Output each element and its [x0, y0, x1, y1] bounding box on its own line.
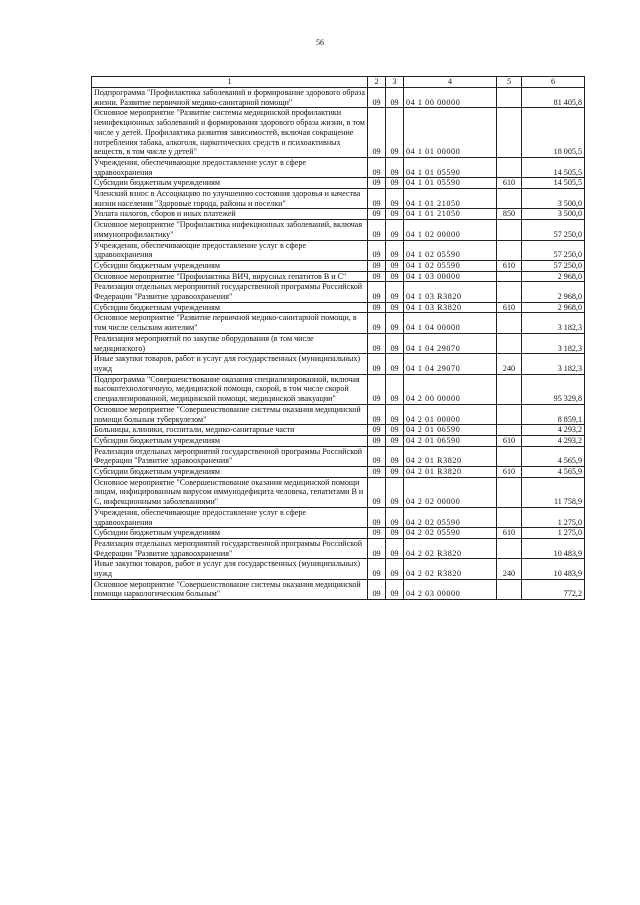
row-section: 09	[368, 467, 386, 478]
row-section: 09	[368, 189, 386, 209]
row-amount: 11 758,9	[522, 477, 585, 507]
row-amount: 4 293,2	[522, 435, 585, 446]
row-expense-type	[497, 507, 522, 527]
table-row	[92, 404, 585, 424]
row-expense-type	[497, 220, 522, 240]
row-expense-type: 240	[497, 354, 522, 374]
page-number: 56	[316, 38, 324, 47]
table-row	[92, 559, 585, 579]
row-subsection: 09	[386, 240, 404, 260]
row-name: Членский взнос в Ассоциацию по улучшению состояния здоровья и качества жизни населения "Здоровые города, районы и поселки"	[92, 189, 368, 209]
row-name: Субсидии бюджетным учреждениям	[92, 260, 368, 271]
table-row	[92, 538, 585, 558]
row-expense-type	[497, 477, 522, 507]
row-subsection: 09	[386, 579, 404, 599]
table-row	[92, 302, 585, 313]
row-section: 09	[368, 271, 386, 282]
row-amount: 4 565,9	[522, 446, 585, 466]
table-row	[92, 260, 585, 271]
row-target-article: 04 1 04 29070	[404, 333, 497, 353]
row-subsection: 09	[386, 435, 404, 446]
table-row	[92, 313, 585, 333]
row-section: 09	[368, 260, 386, 271]
row-subsection: 09	[386, 189, 404, 209]
row-expense-type: 610	[497, 435, 522, 446]
row-expense-type	[497, 538, 522, 558]
row-section: 09	[368, 579, 386, 599]
budget-table	[91, 76, 585, 600]
row-section: 09	[368, 209, 386, 220]
row-name: Основное мероприятие "Развитие системы медицинской профилактики неинфекционных заболеваний и формирования здорового образа жизни, в том числе у детей. Профилактика развития зависимостей, включая сокращение потребления табака, алкоголя, наркотических средств и психоактивных веществ, в том числе у детей"	[92, 108, 368, 158]
row-section: 09	[368, 477, 386, 507]
table-row	[92, 157, 585, 177]
row-name: Уплата налогов, сборов и иных платежей	[92, 209, 368, 220]
table-row	[92, 446, 585, 466]
row-expense-type: 610	[497, 178, 522, 189]
row-expense-type	[497, 446, 522, 466]
row-expense-type	[497, 88, 522, 108]
row-target-article: 04 1 03 R3820	[404, 302, 497, 313]
table-row	[92, 108, 585, 158]
table-body	[92, 88, 585, 600]
row-amount: 3 182,3	[522, 313, 585, 333]
row-target-article: 04 1 02 05590	[404, 240, 497, 260]
row-expense-type	[497, 189, 522, 209]
row-expense-type	[497, 333, 522, 353]
row-amount: 1 275,0	[522, 507, 585, 527]
table-row	[92, 354, 585, 374]
row-subsection: 09	[386, 220, 404, 240]
row-target-article: 04 1 01 00000	[404, 108, 497, 158]
table-row	[92, 477, 585, 507]
row-section: 09	[368, 178, 386, 189]
row-subsection: 09	[386, 467, 404, 478]
row-subsection: 09	[386, 108, 404, 158]
row-section: 09	[368, 108, 386, 158]
row-section: 09	[368, 302, 386, 313]
row-section: 09	[368, 88, 386, 108]
row-expense-type	[497, 313, 522, 333]
row-section: 09	[368, 354, 386, 374]
row-subsection: 09	[386, 528, 404, 539]
row-subsection: 09	[386, 260, 404, 271]
row-amount: 57 250,0	[522, 260, 585, 271]
row-section: 09	[368, 157, 386, 177]
row-target-article: 04 2 02 05590	[404, 528, 497, 539]
row-section: 09	[368, 313, 386, 333]
column-header-subsection: 3	[386, 77, 404, 88]
row-target-article: 04 2 02 00000	[404, 477, 497, 507]
row-target-article: 04 2 01 R3820	[404, 446, 497, 466]
row-expense-type: 610	[497, 260, 522, 271]
row-name: Подпрограмма "Профилактика заболеваний и формирование здорового образа жизни. Развитие первичной медико-санитарной помощи"	[92, 88, 368, 108]
row-subsection: 09	[386, 425, 404, 436]
column-header-name: 1	[92, 77, 368, 88]
row-target-article: 04 2 02 R3820	[404, 538, 497, 558]
row-amount: 95 329,8	[522, 374, 585, 404]
table-row	[92, 333, 585, 353]
row-subsection: 09	[386, 559, 404, 579]
table-row	[92, 507, 585, 527]
row-target-article: 04 2 00 00000	[404, 374, 497, 404]
row-subsection: 09	[386, 178, 404, 189]
row-subsection: 09	[386, 477, 404, 507]
table-row	[92, 88, 585, 108]
row-amount: 1 275,0	[522, 528, 585, 539]
row-amount: 18 005,5	[522, 108, 585, 158]
row-amount: 2 968,0	[522, 302, 585, 313]
row-subsection: 09	[386, 302, 404, 313]
row-name: Субсидии бюджетным учреждениям	[92, 528, 368, 539]
row-name: Основное мероприятие "Совершенствование системы оказания медицинской помощи наркологическим больным"	[92, 579, 368, 599]
row-target-article: 04 2 02 R3820	[404, 559, 497, 579]
row-amount: 14 505,5	[522, 178, 585, 189]
row-name: Основное мероприятие "Профилактика ВИЧ, вирусных гепатитов В и С"	[92, 271, 368, 282]
column-header-section: 2	[368, 77, 386, 88]
table-row	[92, 374, 585, 404]
row-section: 09	[368, 425, 386, 436]
row-section: 09	[368, 435, 386, 446]
row-section: 09	[368, 446, 386, 466]
row-name: Учреждения, обеспечивающие предоставление услуг в сфере здравоохранения	[92, 507, 368, 527]
row-amount: 3 500,0	[522, 209, 585, 220]
row-amount: 2 968,0	[522, 282, 585, 302]
row-section: 09	[368, 404, 386, 424]
table-header-row	[92, 77, 585, 88]
row-subsection: 09	[386, 354, 404, 374]
row-amount: 81 405,8	[522, 88, 585, 108]
row-name: Основное мероприятие "Профилактика инфекционных заболеваний, включая иммунопрофилактику"	[92, 220, 368, 240]
row-name: Основное мероприятие "Совершенствование системы оказания медицинской помощи больным туберкулезом"	[92, 404, 368, 424]
table-row	[92, 528, 585, 539]
row-name: Субсидии бюджетным учреждениям	[92, 178, 368, 189]
row-name: Иные закупки товаров, работ и услуг для государственных (муниципальных) нужд	[92, 354, 368, 374]
table-row	[92, 189, 585, 209]
row-target-article: 04 1 04 29070	[404, 354, 497, 374]
row-expense-type	[497, 108, 522, 158]
row-expense-type	[497, 425, 522, 436]
row-amount: 14 505,5	[522, 157, 585, 177]
table-row	[92, 435, 585, 446]
row-name: Иные закупки товаров, работ и услуг для государственных (муниципальных) нужд	[92, 559, 368, 579]
table-row	[92, 271, 585, 282]
row-section: 09	[368, 559, 386, 579]
column-header-amount: 6	[522, 77, 585, 88]
row-expense-type	[497, 282, 522, 302]
row-expense-type	[497, 240, 522, 260]
row-section: 09	[368, 240, 386, 260]
row-name: Субсидии бюджетным учреждениям	[92, 435, 368, 446]
table-row	[92, 220, 585, 240]
row-amount: 4 293,2	[522, 425, 585, 436]
row-target-article: 04 2 01 R3820	[404, 467, 497, 478]
table-row	[92, 579, 585, 599]
row-target-article: 04 2 01 06590	[404, 435, 497, 446]
column-header-expense-type: 5	[497, 77, 522, 88]
row-section: 09	[368, 333, 386, 353]
row-amount: 10 483,9	[522, 559, 585, 579]
table-row	[92, 425, 585, 436]
row-target-article: 04 1 00 00000	[404, 88, 497, 108]
row-expense-type: 850	[497, 209, 522, 220]
row-target-article: 04 1 04 00000	[404, 313, 497, 333]
row-subsection: 09	[386, 313, 404, 333]
row-target-article: 04 2 02 05590	[404, 507, 497, 527]
row-expense-type	[497, 157, 522, 177]
table-row	[92, 240, 585, 260]
row-name: Реализация отдельных мероприятий государственной программы Российской Федерации "Развитие здравоохранения"	[92, 282, 368, 302]
row-expense-type	[497, 404, 522, 424]
row-subsection: 09	[386, 507, 404, 527]
row-target-article: 04 1 03 00000	[404, 271, 497, 282]
row-name: Реализация отдельных мероприятий государственной программы Российской Федерации "Развитие здравоохранения"	[92, 446, 368, 466]
row-subsection: 09	[386, 446, 404, 466]
row-subsection: 09	[386, 88, 404, 108]
row-amount: 3 500,0	[522, 189, 585, 209]
row-name: Субсидии бюджетным учреждениям	[92, 467, 368, 478]
row-name: Реализация отдельных мероприятий государственной программы Российской Федерации "Развитие здравоохранения"	[92, 538, 368, 558]
row-target-article: 04 2 01 00000	[404, 404, 497, 424]
row-amount: 772,2	[522, 579, 585, 599]
row-target-article: 04 1 01 05590	[404, 178, 497, 189]
row-subsection: 09	[386, 157, 404, 177]
row-target-article: 04 2 03 00000	[404, 579, 497, 599]
row-name: Больницы, клиники, госпитали, медико-санитарные части	[92, 425, 368, 436]
row-target-article: 04 2 01 06590	[404, 425, 497, 436]
row-expense-type: 610	[497, 528, 522, 539]
row-subsection: 09	[386, 333, 404, 353]
row-section: 09	[368, 528, 386, 539]
row-section: 09	[368, 374, 386, 404]
row-expense-type: 240	[497, 559, 522, 579]
row-expense-type	[497, 579, 522, 599]
row-expense-type	[497, 374, 522, 404]
table-row	[92, 467, 585, 478]
row-name: Учреждения, обеспечивающие предоставление услуг в сфере здравоохранения	[92, 240, 368, 260]
row-amount: 4 565,9	[522, 467, 585, 478]
row-amount: 10 483,9	[522, 538, 585, 558]
row-section: 09	[368, 282, 386, 302]
row-subsection: 09	[386, 538, 404, 558]
row-amount: 8 859,1	[522, 404, 585, 424]
row-subsection: 09	[386, 404, 404, 424]
row-name: Основное мероприятие "Развитие первичной медико-санитарной помощи, в том числе сельским жителям"	[92, 313, 368, 333]
row-amount: 3 182,3	[522, 333, 585, 353]
row-target-article: 04 1 01 05590	[404, 157, 497, 177]
row-expense-type: 610	[497, 467, 522, 478]
table-row	[92, 178, 585, 189]
row-subsection: 09	[386, 209, 404, 220]
row-target-article: 04 1 01 21050	[404, 189, 497, 209]
row-amount: 57 250,0	[522, 240, 585, 260]
row-expense-type	[497, 271, 522, 282]
row-target-article: 04 1 02 00000	[404, 220, 497, 240]
row-name: Реализация мероприятий по закупке оборудования (в том числе медицинского)	[92, 333, 368, 353]
row-target-article: 04 1 01 21050	[404, 209, 497, 220]
row-target-article: 04 1 03 R3820	[404, 282, 497, 302]
row-expense-type: 610	[497, 302, 522, 313]
row-amount: 57 250,0	[522, 220, 585, 240]
table-row	[92, 209, 585, 220]
row-name: Субсидии бюджетным учреждениям	[92, 302, 368, 313]
table-row	[92, 282, 585, 302]
row-section: 09	[368, 538, 386, 558]
row-subsection: 09	[386, 271, 404, 282]
column-header-target-article: 4	[404, 77, 497, 88]
row-subsection: 09	[386, 374, 404, 404]
row-amount: 3 182,3	[522, 354, 585, 374]
row-amount: 2 968,0	[522, 271, 585, 282]
row-subsection: 09	[386, 282, 404, 302]
row-target-article: 04 1 02 05590	[404, 260, 497, 271]
row-name: Учреждения, обеспечивающие предоставление услуг в сфере здравоохранения	[92, 157, 368, 177]
row-section: 09	[368, 507, 386, 527]
row-name: Подпрограмма "Совершенствование оказания специализированной, включая высокотехнологичную, медицинской помощи, скорой, в том числе скорой специализированной, медицинской помощи, медицинской эвакуации"	[92, 374, 368, 404]
row-name: Основное мероприятие "Совершенствование оказания медицинской помощи лицам, инфицированным вирусом иммунодефицита человека, гепатитами В и С, инфекционными заболеваниями"	[92, 477, 368, 507]
row-section: 09	[368, 220, 386, 240]
